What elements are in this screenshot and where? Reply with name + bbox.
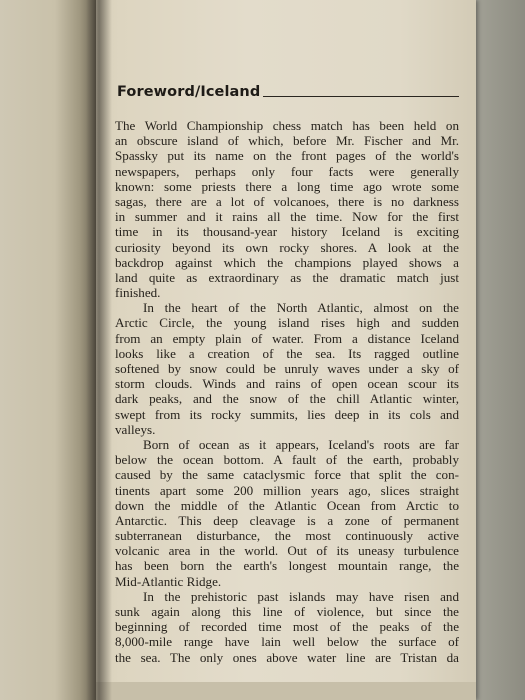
text-line: valleys.: [115, 421, 156, 437]
text-line: backdrop against which the champions played shows a: [115, 254, 459, 270]
text-line: Spassky put its name on the front pages of the world's: [115, 148, 459, 164]
chapter-title: Foreword/Iceland: [117, 83, 261, 100]
facing-page: [0, 0, 100, 700]
text-line: softened by snow could be unruly waves under a sky of: [115, 361, 459, 376]
text-line: Arctic Circle, the young island rises high and sudden: [115, 315, 459, 331]
book-gutter-shadow: [86, 0, 112, 700]
text-line: the sea. The only ones above water line are Tristan da: [115, 649, 459, 665]
text-line: subterranean disturbance, the most continuously active: [115, 528, 459, 544]
text-line: in summer and it rains all the time. Now for the first: [115, 209, 459, 225]
text-line: caused by the same cataclysmic force that split the con-: [115, 467, 459, 483]
text-line: below the ocean bottom. A fault of the earth, probably: [115, 452, 459, 468]
text-line: In the heart of the North Atlantic, almost on the: [143, 300, 459, 316]
heading-rule: [263, 96, 459, 97]
text-line: an obscure island of which, before Mr. Fischer and Mr.: [115, 133, 459, 149]
text-line: swept from its rocky summits, lies deep in its cols and: [115, 406, 459, 422]
text-line: land quite as extraordinary as the dramatic match just: [115, 269, 459, 285]
text-line: from an empty plain of water. From a distance Iceland: [115, 330, 459, 346]
text-line: Mid-Atlantic Ridge.: [115, 573, 222, 589]
text-line: looks like a creation of the sea. Its ragged outline: [115, 345, 459, 361]
text-line: beginning of recorded time most of the peaks of the: [115, 619, 459, 635]
text-line: newspapers, perhaps only four facts were generally: [115, 163, 459, 179]
text-line: dark peaks, and the snow of the chill Atlantic winter,: [115, 391, 459, 407]
text-line: tinents apart some 200 million years ago, slices straight: [115, 482, 459, 498]
text-line: time in its thousand-year history Iceland is exciting: [115, 224, 459, 240]
text-line: down the middle of the Atlantic Ocean from Arctic to: [115, 497, 459, 513]
chapter-heading: [117, 77, 459, 99]
text-line: The World Championship chess match has been held on: [115, 118, 459, 133]
text-line: Antarctic. This deep cleavage is a zone of permanent: [115, 512, 459, 528]
text-line: known: some priests there a long time ago wrote some: [115, 178, 459, 194]
text-line: storm clouds. Winds and rains of open ocean scour its: [115, 376, 459, 392]
text-line: curiosity beyond its own rocky shores. A look at the: [115, 239, 459, 255]
text-line: sagas, there are a lot of volcanoes, there is no darkness: [115, 193, 459, 209]
page-bottom-edge: [96, 682, 476, 700]
text-line: has been born the earth's longest mountain range, the: [115, 558, 459, 574]
text-line: finished.: [115, 285, 161, 301]
text-line: Born of ocean as it appears, Iceland's roots are far: [143, 436, 459, 452]
text-line: volcanic area in the world. Out of its uneasy turbulence: [115, 543, 459, 559]
text-line: In the prehistoric past islands may have risen and: [143, 588, 459, 604]
body-text: [115, 118, 459, 665]
text-line: 8,000-mile range have lain well below the surface of: [115, 634, 459, 650]
text-line: sunk again along this line of violence, but since the: [115, 604, 459, 619]
